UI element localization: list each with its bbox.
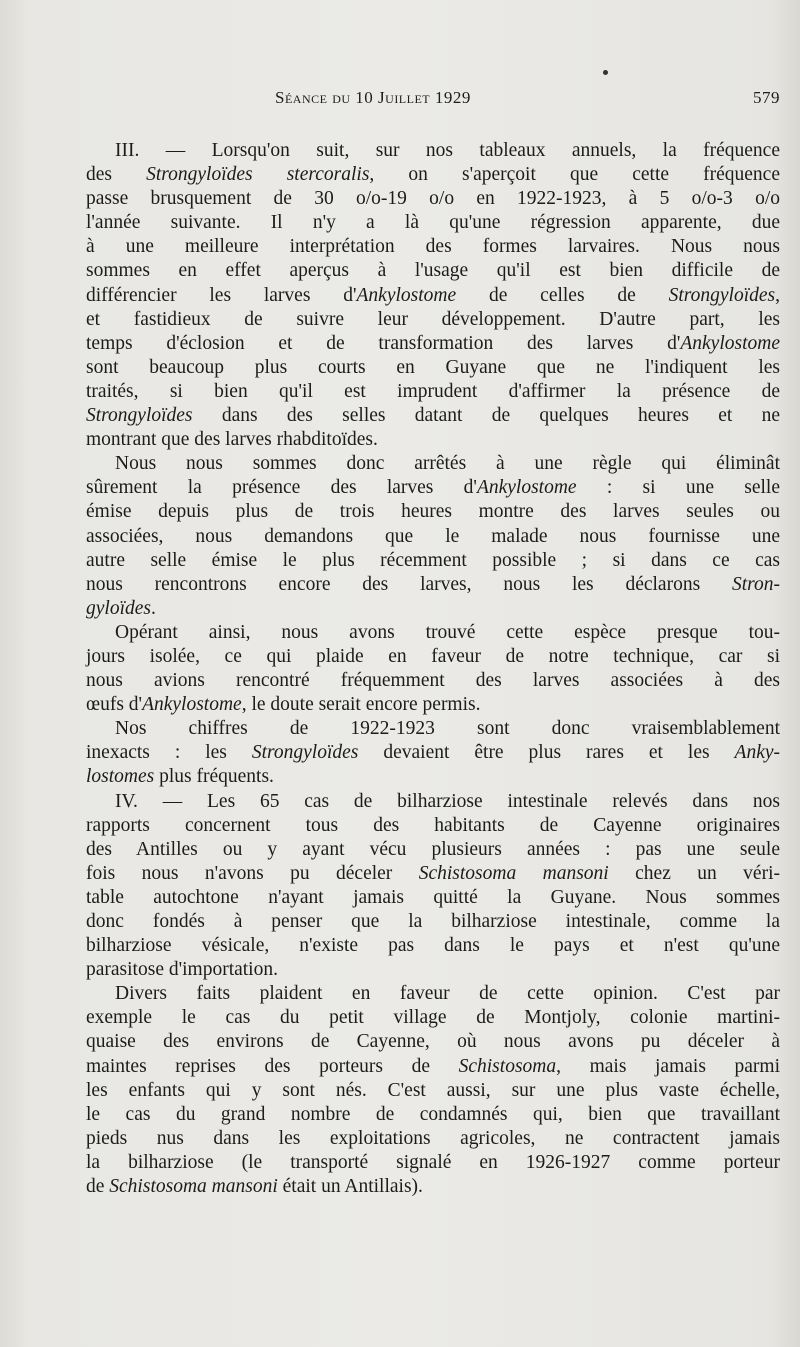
page-number: 579 [753,88,780,107]
text-line [86,139,780,163]
text-run: de celles de [456,284,669,306]
text-run: pieds nus dans les exploitations agricoles, ne contractent jamais [86,1127,780,1149]
text-run: Opérant ainsi, nous avons trouvé cette espèce presque tou- [115,621,780,643]
text-line [86,910,780,934]
text-line [86,597,780,621]
text-run: nous rencontrons encore des larves, nous les déclarons [86,573,732,595]
italic-term: gyloïdes [86,597,151,619]
text-line [86,332,780,356]
text-line [86,1151,780,1175]
text-line [86,259,780,283]
text-run: fois nous n'avons pu déceler [86,862,419,884]
text-run: le cas du grand nombre de condamnés qui, bien que travaillant [86,1103,780,1125]
text-line [86,669,780,693]
text-line [86,717,780,741]
text-run: œufs d' [86,694,143,716]
text-run: . [150,597,156,619]
text-run: traités, si bien qu'il est imprudent d'affirmer la présence de [86,380,780,402]
italic-term: Schistosoma mansoni [418,862,609,884]
text-run: Divers faits plaident en faveur de cette opinion. C'est par [115,983,780,1005]
italic-term: Schistosoma [458,1055,557,1077]
text-run: , mais jamais parmi [556,1055,781,1077]
text-run: plus fréquents. [154,766,274,788]
text-run: temps d'éclosion et de transformation des larves d' [86,332,681,354]
text-run: des [86,164,147,186]
text-run: inexacts : les [86,742,252,764]
text-run: bilharziose vésicale, n'existe pas dans le pays et n'est qu'une [86,935,780,957]
text-run: maintes reprises des porteurs de [86,1055,459,1077]
text-line [86,476,780,500]
text-line [86,1127,780,1151]
text-run: à une meilleure interprétation des formes larvaires. Nous nous [86,236,780,258]
text-line [86,958,780,982]
text-line [86,284,780,308]
text-line [86,1006,780,1030]
text-line [86,211,780,235]
text-run: des Antilles ou y ayant vécu plusieurs années : pas une seule [86,838,780,860]
text-run: sont beaucoup plus courts en Guyane que ne l'indiquent les [86,356,780,378]
text-run: chez un véri- [608,862,780,884]
text-run: exemple le cas du petit village de Montjoly, colonie martini- [86,1007,780,1029]
text-run: Nous nous sommes donc arrêtés à une règle qui éliminât [115,453,780,475]
text-line [86,500,780,524]
text-line [86,452,780,476]
text-run: : si une selle [576,477,780,499]
text-line [86,428,780,452]
text-run: différencier les larves d' [86,284,357,306]
text-run: sommes en effet aperçus à l'usage qu'il est bien difficile de [86,260,780,282]
italic-term: Ankylostome [680,332,780,354]
text-line [86,573,780,597]
text-line [86,765,780,789]
italic-term: Schistosoma mansoni [109,1176,278,1198]
text-line [86,1103,780,1127]
text-run: dans des selles datant de quelques heures et ne [192,405,780,427]
text-line [86,621,780,645]
italic-term: Strongyloïdes [668,284,776,306]
text-run: était un Antillais). [277,1176,423,1198]
text-run: rapports concernent tous des habitants de Cayenne originaires [86,814,780,836]
text-run: émise depuis plus de trois heures montre des larves seules ou [86,501,780,523]
body-text [86,139,780,1199]
text-run: III. — Lorsqu'on suit, sur nos tableaux annuels, la fréquence [115,140,780,161]
text-run: Nos chiffres de 1922-1923 sont donc vraisemblablement [115,718,780,740]
italic-term: Stron- [731,573,780,595]
text-run: , on s'aperçoit que cette fréquence [369,164,780,186]
italic-term: Anky- [734,742,780,764]
text-run: parasitose d'importation. [86,959,278,981]
text-line [86,838,780,862]
text-run: associées, nous demandons que le malade nous fournisse une [86,525,780,547]
text-line [86,1055,780,1079]
text-run: passe brusquement de 30 o/o-19 o/o en 1922-1923, à 5 o/o-3 o/o [86,188,780,210]
text-line [86,741,780,765]
text-run: quaise des environs de Cayenne, où nous avons pu déceler à [86,1031,780,1053]
text-line [86,163,780,187]
text-run: , le doute serait encore permis. [241,694,481,716]
text-line [86,814,780,838]
text-line [86,790,780,814]
text-run: et fastidieux de suivre leur développement. D'autre part, les [86,308,780,330]
text-run: l'année suivante. Il n'y a là qu'une régression apparente, due [86,212,780,234]
text-run: nous avions rencontré fréquemment des larves associées à des [86,670,780,692]
text-line [86,235,780,259]
text-line [86,380,780,404]
text-line [86,982,780,1006]
text-line [86,1079,780,1103]
italic-term: Ankylostome [142,694,242,716]
text-line [86,862,780,886]
text-line [86,934,780,958]
italic-term: Ankylostome [476,477,577,499]
text-run: sûrement la présence des larves d' [86,477,477,499]
text-line [86,356,780,380]
text-line [86,645,780,669]
text-line [86,886,780,910]
text-run: montrant que des larves rhabditoïdes. [86,429,378,451]
text-line [86,1030,780,1054]
text-run: , [775,284,780,306]
text-run: IV. — Les 65 cas de bilharziose intestinale relevés dans nos [115,790,780,812]
text-run: autre selle émise le plus récemment possible ; si dans ce cas [86,549,780,571]
italic-term: lostomes [86,766,155,788]
text-line [86,308,780,332]
running-title: Séance du 10 Juillet 1929 [275,88,471,107]
text-run: de [86,1176,110,1198]
text-run: devaient être plus rares et les [358,742,735,764]
text-line [86,693,780,717]
italic-term: Strongyloïdes stercoralis [146,164,370,186]
text-line [86,187,780,211]
text-line [86,525,780,549]
text-line [86,549,780,573]
text-run: la bilharziose (le transporté signalé en 1926-1927 comme porteur [86,1151,780,1173]
italic-term: Strongyloïdes [251,742,359,764]
italic-term: Strongyloïdes [86,405,193,427]
text-run: donc fondés à penser que la bilharziose intestinale, comme la [86,911,780,932]
ink-speck [603,70,608,75]
text-run: table autochtone n'ayant jamais quitté la Guyane. Nous sommes [86,886,780,908]
page-header [275,88,780,118]
text-run: jours isolée, ce qui plaide en faveur de notre technique, car si [86,645,780,667]
italic-term: Ankylostome [356,284,457,306]
text-line [86,1175,780,1199]
text-line [86,404,780,428]
text-run: les enfants qui y sont nés. C'est aussi, sur une plus vaste échelle, [86,1079,780,1101]
